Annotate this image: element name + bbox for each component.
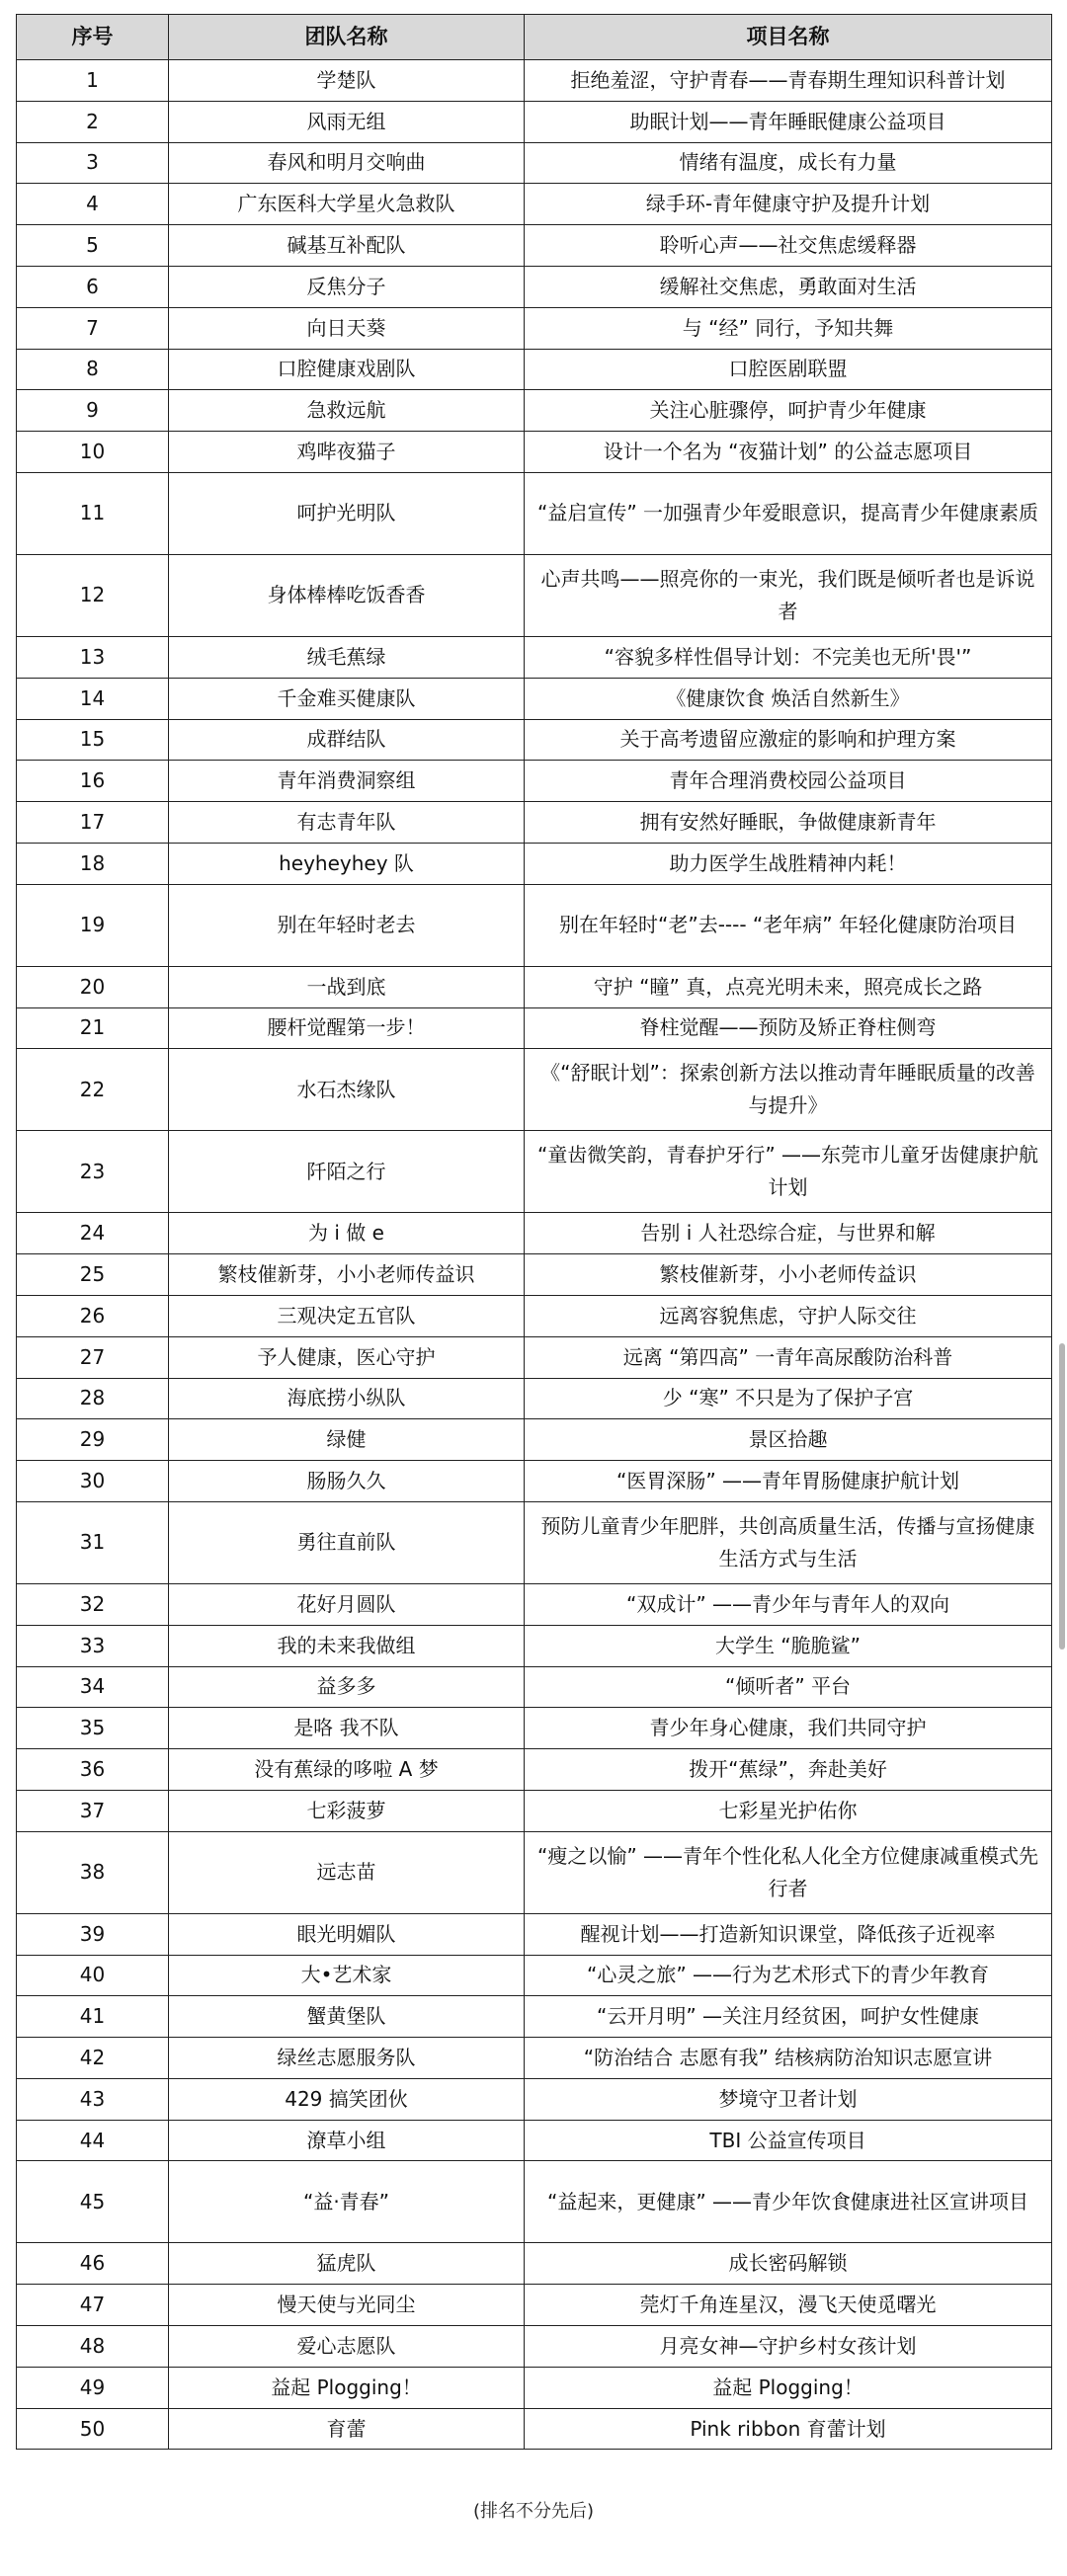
project-name-cell: 缓解社交焦虑，勇敢面对生活 [525, 266, 1052, 307]
row-number-cell: 12 [17, 554, 169, 636]
table-row [17, 1131, 1052, 1213]
row-number-cell: 19 [17, 884, 169, 966]
table-row [17, 1666, 1052, 1708]
team-name-cell: 远志苗 [169, 1831, 525, 1913]
team-name-cell: 千金难买健康队 [169, 678, 525, 719]
team-name-cell: 大•艺术家 [169, 1955, 525, 1996]
row-number-cell: 30 [17, 1461, 169, 1502]
row-number-cell: 11 [17, 472, 169, 554]
project-name-cell: 青少年身心健康，我们共同守护 [525, 1708, 1052, 1749]
row-number-cell: 17 [17, 802, 169, 844]
team-name-cell: 没有蕉绿的哆啦 A 梦 [169, 1749, 525, 1791]
row-number-cell: 42 [17, 2038, 169, 2079]
table-row [17, 2326, 1052, 2368]
row-number-cell: 43 [17, 2078, 169, 2120]
project-name-cell: 月亮女神—守护乡村女孩计划 [525, 2326, 1052, 2368]
table-row [17, 1790, 1052, 1831]
table-row [17, 1254, 1052, 1296]
row-number-cell: 49 [17, 2367, 169, 2408]
row-number-cell: 36 [17, 1749, 169, 1791]
project-name-cell: 聆听心声——社交焦虑缓释器 [525, 225, 1052, 267]
row-number-cell: 5 [17, 225, 169, 267]
row-number-cell: 23 [17, 1131, 169, 1213]
row-number-cell: 25 [17, 1254, 169, 1296]
table-row [17, 1749, 1052, 1791]
project-name-cell: “容貌多样性倡导计划：不完美也无所'畏'” [525, 636, 1052, 678]
row-number-cell: 16 [17, 761, 169, 802]
team-name-cell: 青年消费洞察组 [169, 761, 525, 802]
table-row [17, 1955, 1052, 1996]
team-name-cell: 繁枝催新芽，小小老师传益识 [169, 1254, 525, 1296]
team-name-cell: 反焦分子 [169, 266, 525, 307]
team-name-cell: 身体棒棒吃饭香香 [169, 554, 525, 636]
project-name-cell: 景区拾趣 [525, 1419, 1052, 1461]
row-number-cell: 7 [17, 307, 169, 349]
table-row [17, 802, 1052, 844]
table-row [17, 1913, 1052, 1955]
team-name-cell: 阡陌之行 [169, 1131, 525, 1213]
table-row [17, 966, 1052, 1007]
table-row [17, 1007, 1052, 1049]
project-name-cell: 口腔医剧联盟 [525, 349, 1052, 390]
team-name-cell: 花好月圆队 [169, 1583, 525, 1625]
project-name-cell: “倾听者” 平台 [525, 1666, 1052, 1708]
team-project-table [16, 14, 1052, 2450]
table-row [17, 761, 1052, 802]
project-name-cell: 脊柱觉醒——预防及矫正脊柱侧弯 [525, 1007, 1052, 1049]
row-number-cell: 40 [17, 1955, 169, 1996]
table-row [17, 1996, 1052, 2038]
project-name-cell: 守护 “瞳” 真，点亮光明未来，照亮成长之路 [525, 966, 1052, 1007]
team-name-cell: 风雨无组 [169, 101, 525, 142]
row-number-cell: 34 [17, 1666, 169, 1708]
row-number-cell: 4 [17, 184, 169, 225]
project-name-cell: 大学生 “脆脆鲨” [525, 1625, 1052, 1666]
team-name-cell: heyheyhey 队 [169, 843, 525, 884]
team-name-cell: 绿丝志愿服务队 [169, 2038, 525, 2079]
project-name-cell: “益起来，更健康” ——青少年饮食健康进社区宣讲项目 [525, 2161, 1052, 2243]
project-name-cell: 关于高考遗留应激症的影响和护理方案 [525, 719, 1052, 761]
team-name-cell: 勇往直前队 [169, 1501, 525, 1583]
team-name-cell: 猛虎队 [169, 2243, 525, 2285]
table-row [17, 1625, 1052, 1666]
team-name-cell: 育蕾 [169, 2408, 525, 2450]
project-name-cell: 少 “寒” 不只是为了保护子宫 [525, 1378, 1052, 1419]
project-name-cell: 助眠计划——青年睡眠健康公益项目 [525, 101, 1052, 142]
team-name-cell: 肠肠久久 [169, 1461, 525, 1502]
project-name-cell: 绿手环-青年健康守护及提升计划 [525, 184, 1052, 225]
row-number-cell: 31 [17, 1501, 169, 1583]
row-number-cell: 15 [17, 719, 169, 761]
header-number: 序号 [17, 15, 169, 60]
row-number-cell: 14 [17, 678, 169, 719]
row-number-cell: 32 [17, 1583, 169, 1625]
team-name-cell: 爱心志愿队 [169, 2326, 525, 2368]
row-number-cell: 41 [17, 1996, 169, 2038]
row-number-cell: 18 [17, 843, 169, 884]
table-header-row [17, 15, 1052, 60]
table-row [17, 1213, 1052, 1254]
team-name-cell: 学楚队 [169, 60, 525, 102]
project-name-cell: 设计一个名为 “夜猫计划” 的公益志愿项目 [525, 432, 1052, 473]
project-name-cell: “双成计” ——青少年与青年人的双向 [525, 1583, 1052, 1625]
team-name-cell: 春风和明月交响曲 [169, 142, 525, 184]
team-name-cell: 是咯 我不队 [169, 1708, 525, 1749]
table-row [17, 101, 1052, 142]
team-name-cell: 三观决定五官队 [169, 1295, 525, 1336]
team-name-cell: 水石杰缘队 [169, 1049, 525, 1131]
project-name-cell: 告别 i 人社恐综合症，与世界和解 [525, 1213, 1052, 1254]
project-name-cell: Pink ribbon 育蕾计划 [525, 2408, 1052, 2450]
row-number-cell: 46 [17, 2243, 169, 2285]
row-number-cell: 50 [17, 2408, 169, 2450]
team-name-cell: 碱基互补配队 [169, 225, 525, 267]
table-row [17, 2078, 1052, 2120]
table-row [17, 1378, 1052, 1419]
table-row [17, 1336, 1052, 1378]
row-number-cell: 22 [17, 1049, 169, 1131]
row-number-cell: 44 [17, 2120, 169, 2161]
project-name-cell: 七彩星光护佑你 [525, 1790, 1052, 1831]
project-name-cell: 莞灯千角连星汉，漫飞天使觅曙光 [525, 2285, 1052, 2326]
table-row [17, 1708, 1052, 1749]
project-name-cell: 拨开“蕉绿”，奔赴美好 [525, 1749, 1052, 1791]
row-number-cell: 1 [17, 60, 169, 102]
project-name-cell: “防治结合 志愿有我” 结核病防治知识志愿宣讲 [525, 2038, 1052, 2079]
team-name-cell: 眼光明媚队 [169, 1913, 525, 1955]
project-name-cell: 《“舒眠计划”：探索创新方法以推动青年睡眠质量的改善与提升》 [525, 1049, 1052, 1131]
team-name-cell: 益多多 [169, 1666, 525, 1708]
row-number-cell: 48 [17, 2326, 169, 2368]
project-name-cell: 助力医学生战胜精神内耗！ [525, 843, 1052, 884]
table-row [17, 1583, 1052, 1625]
team-name-cell: 慢天使与光同尘 [169, 2285, 525, 2326]
table-row [17, 2285, 1052, 2326]
table-row [17, 349, 1052, 390]
team-name-cell: 有志青年队 [169, 802, 525, 844]
header-team-name: 团队名称 [169, 15, 525, 60]
team-name-cell: 蟹黄堡队 [169, 1996, 525, 2038]
row-number-cell: 24 [17, 1213, 169, 1254]
project-name-cell: 远离 “第四高” 一青年高尿酸防治科普 [525, 1336, 1052, 1378]
row-number-cell: 10 [17, 432, 169, 473]
team-name-cell: 潦草小组 [169, 2120, 525, 2161]
table-row [17, 678, 1052, 719]
scrollbar-thumb[interactable] [1059, 1343, 1065, 1650]
project-name-cell: 繁枝催新芽，小小老师传益识 [525, 1254, 1052, 1296]
team-name-cell: 鸡哔夜猫子 [169, 432, 525, 473]
team-name-cell: 一战到底 [169, 966, 525, 1007]
team-name-cell: 口腔健康戏剧队 [169, 349, 525, 390]
team-name-cell: 急救远航 [169, 390, 525, 432]
row-number-cell: 2 [17, 101, 169, 142]
team-name-cell: 成群结队 [169, 719, 525, 761]
table-row [17, 2161, 1052, 2243]
row-number-cell: 13 [17, 636, 169, 678]
team-name-cell: 我的未来我做组 [169, 1625, 525, 1666]
table-row [17, 307, 1052, 349]
table-row [17, 636, 1052, 678]
team-name-cell: 广东医科大学星火急救队 [169, 184, 525, 225]
table-row [17, 472, 1052, 554]
table-row [17, 225, 1052, 267]
table-row [17, 554, 1052, 636]
project-name-cell: 《健康饮食 焕活自然新生》 [525, 678, 1052, 719]
table-row [17, 1831, 1052, 1913]
project-name-cell: 情绪有温度，成长有力量 [525, 142, 1052, 184]
team-name-cell: 呵护光明队 [169, 472, 525, 554]
table-body [17, 60, 1052, 2450]
team-name-cell: 腰杆觉醒第一步！ [169, 1007, 525, 1049]
row-number-cell: 9 [17, 390, 169, 432]
team-name-cell: 予人健康，医心守护 [169, 1336, 525, 1378]
table-row [17, 884, 1052, 966]
row-number-cell: 8 [17, 349, 169, 390]
table-row [17, 266, 1052, 307]
row-number-cell: 33 [17, 1625, 169, 1666]
team-name-cell: 益起 Plogging！ [169, 2367, 525, 2408]
team-name-cell: 七彩菠萝 [169, 1790, 525, 1831]
project-name-cell: 别在年轻时“老”去---- “老年病” 年轻化健康防治项目 [525, 884, 1052, 966]
team-name-cell: 别在年轻时老去 [169, 884, 525, 966]
project-name-cell: 心声共鸣——照亮你的一束光，我们既是倾听者也是诉说者 [525, 554, 1052, 636]
project-name-cell: TBI 公益宣传项目 [525, 2120, 1052, 2161]
project-name-cell: “心灵之旅” ——行为艺术形式下的青少年教育 [525, 1955, 1052, 1996]
project-name-cell: “瘦之以愉” ——青年个性化私人化全方位健康减重模式先行者 [525, 1831, 1052, 1913]
table-row [17, 843, 1052, 884]
project-name-cell: “益启宣传” 一加强青少年爱眼意识，提高青少年健康素质 [525, 472, 1052, 554]
table-row [17, 1049, 1052, 1131]
project-name-cell: 醒视计划——打造新知识课堂，降低孩子近视率 [525, 1913, 1052, 1955]
row-number-cell: 29 [17, 1419, 169, 1461]
team-name-cell: “益·青春” [169, 2161, 525, 2243]
project-name-cell: “云开月明” —关注月经贫困，呵护女性健康 [525, 1996, 1052, 2038]
header-project-name: 项目名称 [525, 15, 1052, 60]
project-name-cell: 拥有安然好睡眠，争做健康新青年 [525, 802, 1052, 844]
project-name-cell: 益起 Plogging！ [525, 2367, 1052, 2408]
table-row [17, 390, 1052, 432]
table-row [17, 2120, 1052, 2161]
team-name-cell: 绿健 [169, 1419, 525, 1461]
table-row [17, 2408, 1052, 2450]
row-number-cell: 37 [17, 1790, 169, 1831]
project-name-cell: 远离容貌焦虑，守护人际交往 [525, 1295, 1052, 1336]
row-number-cell: 45 [17, 2161, 169, 2243]
table-row [17, 142, 1052, 184]
project-name-cell: 拒绝羞涩，守护青春——青春期生理知识科普计划 [525, 60, 1052, 102]
table-row [17, 432, 1052, 473]
team-name-cell: 为 i 做 e [169, 1213, 525, 1254]
project-name-cell: 与 “经” 同行，予知共舞 [525, 307, 1052, 349]
project-name-cell: 成长密码解锁 [525, 2243, 1052, 2285]
row-number-cell: 27 [17, 1336, 169, 1378]
row-number-cell: 35 [17, 1708, 169, 1749]
table-row [17, 1295, 1052, 1336]
project-name-cell: “医胃深肠” ——青年胃肠健康护航计划 [525, 1461, 1052, 1502]
team-name-cell: 429 搞笑团伙 [169, 2078, 525, 2120]
table-row [17, 2038, 1052, 2079]
footnote: (排名不分先后) [472, 2501, 595, 2522]
row-number-cell: 26 [17, 1295, 169, 1336]
row-number-cell: 38 [17, 1831, 169, 1913]
project-name-cell: “童齿微笑韵，青春护牙行” ——东莞市儿童牙齿健康护航计划 [525, 1131, 1052, 1213]
table-row [17, 2243, 1052, 2285]
table-row [17, 60, 1052, 102]
row-number-cell: 3 [17, 142, 169, 184]
row-number-cell: 28 [17, 1378, 169, 1419]
row-number-cell: 39 [17, 1913, 169, 1955]
row-number-cell: 21 [17, 1007, 169, 1049]
table-row [17, 184, 1052, 225]
table-row [17, 2367, 1052, 2408]
project-name-cell: 预防儿童青少年肥胖，共创高质量生活，传播与宣扬健康生活方式与生活 [525, 1501, 1052, 1583]
row-number-cell: 6 [17, 266, 169, 307]
row-number-cell: 47 [17, 2285, 169, 2326]
project-name-cell: 青年合理消费校园公益项目 [525, 761, 1052, 802]
project-name-cell: 梦境守卫者计划 [525, 2078, 1052, 2120]
table-row [17, 1501, 1052, 1583]
team-name-cell: 海底捞小纵队 [169, 1378, 525, 1419]
row-number-cell: 20 [17, 966, 169, 1007]
project-name-cell: 关注心脏骤停，呵护青少年健康 [525, 390, 1052, 432]
table-row [17, 1461, 1052, 1502]
team-name-cell: 绒毛蕉绿 [169, 636, 525, 678]
table-row [17, 1419, 1052, 1461]
table-row [17, 719, 1052, 761]
team-name-cell: 向日天葵 [169, 307, 525, 349]
